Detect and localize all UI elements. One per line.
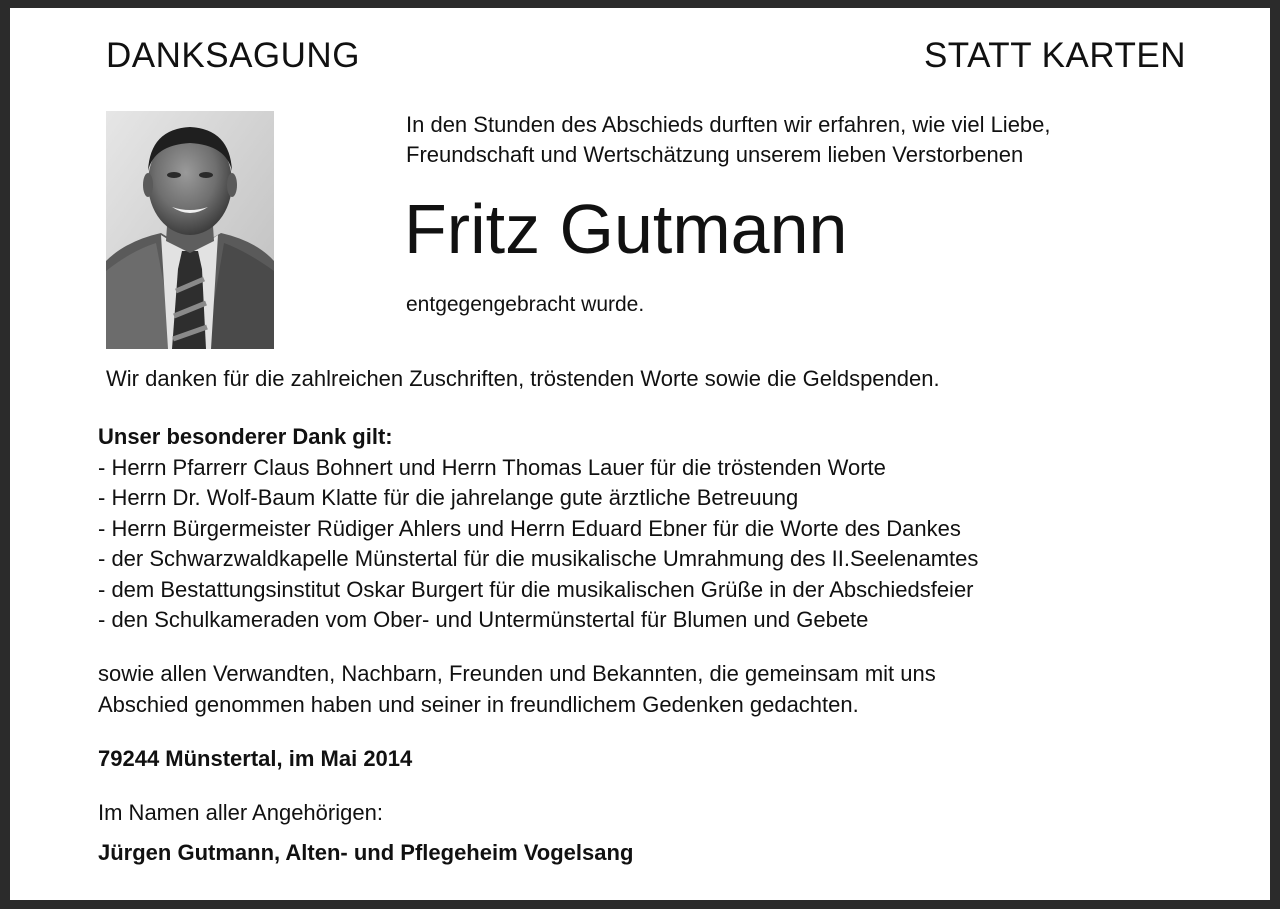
thanks-line: Wir danken für die zahlreichen Zuschriften, tröstenden Worte sowie die Geldspenden.: [106, 366, 940, 391]
obituary-notice: [10, 8, 1270, 900]
closing-text: [98, 658, 936, 720]
intro-end: entgegengebracht wurde.: [406, 293, 645, 316]
list-item: - dem Bestattungsinstitut Oskar Burgert für die musikalischen Grüße in der Abschiedsfeier: [98, 576, 974, 602]
special-thanks-heading: Unser besonderer Dank gilt:: [98, 424, 393, 449]
header-title: DANKSAGUNG: [106, 36, 360, 75]
closing-line-2: Abschied genommen haben und seiner in freundlichem Gedenken gedachten.: [98, 692, 859, 717]
portrait-photo: [106, 111, 274, 349]
signers: Jürgen Gutmann, Alten- und Pflegeheim Vogelsang: [98, 840, 634, 865]
list-item: - der Schwarzwaldkapelle Münstertal für die musikalische Umrahmung des II.Seelenamtes: [98, 546, 979, 571]
intro-line-2: Freundschaft und Wertschätzung unserem lieben Verstorbenen: [406, 142, 1024, 167]
closing-line-1: sowie allen Verwandten, Nachbarn, Freunden und Bekannten, die gemeinsam mit uns: [98, 661, 936, 686]
list-item: - den Schulkameraden vom Ober- und Untermünstertal für Blumen und Gebete: [98, 607, 869, 632]
list-item: - Herrn Dr. Wolf-Baum Klatte für die jahrelange gute ärztliche Betreuung: [98, 485, 799, 510]
intro-line-1: In den Stunden des Abschieds durften wir erfahren, wie viel Liebe,: [406, 112, 1051, 137]
list-item: - Herrn Bürgermeister Rüdiger Ahlers und Herrn Eduard Ebner für die Worte des Dankes: [98, 515, 961, 541]
list-item: - Herrn Pfarrerr Claus Bohnert und Herrn Thomas Lauer für die tröstenden Worte: [98, 454, 886, 480]
on-behalf-text: Im Namen aller Angehörigen:: [98, 800, 383, 825]
place-date: 79244 Münstertal, im Mai 2014: [98, 746, 413, 771]
special-thanks: [98, 422, 978, 636]
deceased-name: Fritz Gutmann: [404, 190, 848, 268]
intro-text: [406, 110, 1246, 170]
header-note: STATT KARTEN: [923, 36, 1186, 75]
